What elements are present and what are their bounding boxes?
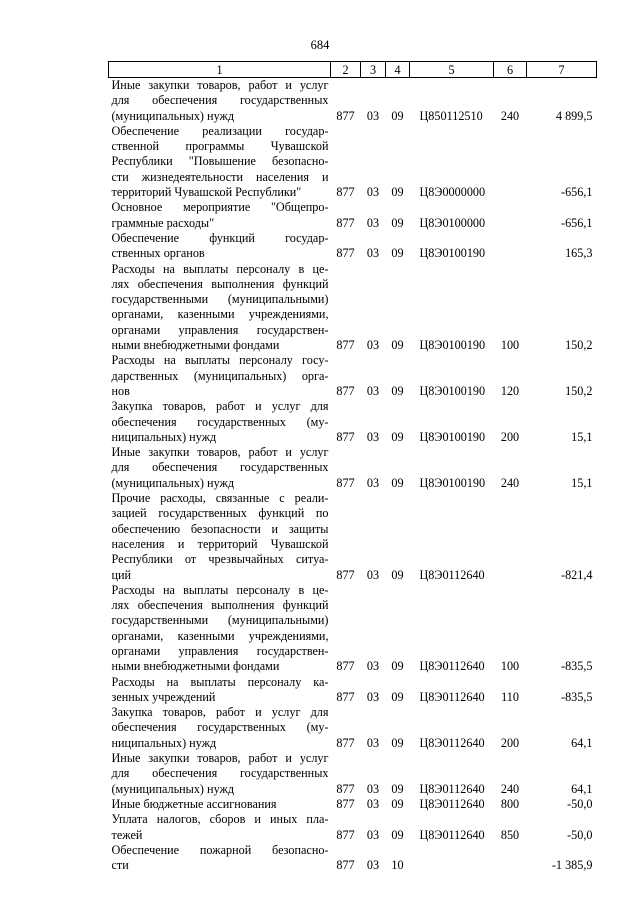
row-pr: 09: [391, 246, 404, 261]
row-name-line: ными внебюджетными фондами: [111, 659, 280, 674]
row-name-line: органами управления государствен-: [111, 643, 329, 658]
row-csr: Ц8Э0112640: [419, 827, 485, 842]
row-rz: 03: [366, 108, 380, 123]
row-sum: -835,5: [561, 689, 593, 704]
table-row: [109, 124, 597, 200]
row-rz: 03: [366, 338, 380, 353]
table-row: [109, 491, 597, 583]
row-name-line: ций: [111, 567, 132, 582]
row-csr: Ц8Э0112640: [419, 659, 485, 674]
row-name-line: Уплата налогов, сборов и иных пла-: [111, 812, 329, 827]
row-name-line: зацией государственных функций по: [111, 506, 329, 521]
row-name: [109, 583, 331, 675]
header-col-3: 3: [361, 62, 386, 78]
header-col-1: 1: [109, 62, 331, 78]
row-csr: Ц8Э0100000: [419, 215, 486, 230]
row-vr: 850: [500, 827, 520, 842]
row-vr: [494, 231, 527, 262]
table-row: [109, 675, 597, 706]
table-row: [109, 231, 597, 262]
row-sum: 150,2: [565, 383, 593, 398]
row-rz: 03: [366, 567, 380, 582]
row-gr: 877: [336, 858, 355, 873]
row-gr: 877: [336, 246, 355, 261]
row-sum: -50,0: [567, 796, 593, 811]
row-gr: 877: [336, 429, 355, 444]
row-pr: 09: [391, 659, 404, 674]
row-sum: 15,1: [571, 429, 593, 444]
row-rz: 03: [366, 689, 380, 704]
row-sum: -656,1: [561, 185, 593, 200]
row-name-line: Прочие расходы, связанные с реали-: [111, 491, 329, 506]
row-name-line: Расходы на выплаты персоналу ка-: [111, 674, 329, 689]
header-col-4: 4: [386, 62, 410, 78]
row-sum: -1 385,9: [551, 858, 593, 873]
row-vr: 100: [500, 338, 520, 353]
row-name-line: Республики "Повышение безопасно-: [111, 154, 329, 169]
row-pr: 09: [391, 338, 404, 353]
row-name: [109, 797, 331, 812]
header-col-5: 5: [410, 62, 494, 78]
table-row: [109, 583, 597, 675]
row-pr: 09: [391, 108, 404, 123]
row-name-line: органами, казенными учреждениями,: [111, 307, 329, 322]
header-col-7: 7: [527, 62, 597, 78]
row-pr: 09: [391, 475, 404, 490]
table-row: [109, 843, 597, 874]
table-row: [109, 445, 597, 491]
row-name-line: тежей: [111, 827, 143, 842]
table-row: [109, 797, 597, 812]
row-sum: 165,3: [565, 246, 593, 261]
row-gr: 877: [336, 796, 355, 811]
row-csr: Ц8Э0112640: [419, 781, 485, 796]
row-sum: 4 899,5: [555, 108, 593, 123]
row-csr: [410, 843, 494, 874]
row-name-line: Обеспечение реализации государ-: [111, 123, 329, 138]
row-rz: 03: [366, 429, 380, 444]
row-name-line: (муниципальных) нужд: [111, 108, 235, 123]
row-vr: 240: [500, 108, 520, 123]
row-name-line: (муниципальных) нужд: [111, 781, 235, 796]
row-rz: 03: [366, 827, 380, 842]
row-sum: 15,1: [571, 475, 593, 490]
row-gr: 877: [336, 827, 355, 842]
row-name-line: Закупка товаров, работ и услуг для: [111, 705, 329, 720]
row-sum: -656,1: [561, 215, 593, 230]
table-row: [109, 78, 597, 124]
row-rz: 03: [366, 735, 380, 750]
row-sum: -50,0: [567, 827, 593, 842]
row-name-line: государственными (муниципальными): [111, 613, 329, 628]
row-vr: 800: [500, 796, 520, 811]
row-name-line: Обеспечение функций государ-: [111, 230, 329, 245]
row-vr: 200: [500, 429, 520, 444]
row-name-line: Расходы на выплаты персоналу в це-: [111, 261, 329, 276]
row-csr: Ц8Э0100190: [419, 475, 486, 490]
row-name: [109, 445, 331, 491]
row-name-line: обеспечения государственных (му-: [111, 414, 329, 429]
table-row: [109, 353, 597, 399]
header-col-6: 6: [494, 62, 527, 78]
row-gr: 877: [336, 215, 355, 230]
row-name-line: нов: [111, 383, 130, 398]
row-gr: 877: [336, 781, 355, 796]
row-pr: 09: [391, 781, 404, 796]
row-rz: 03: [366, 858, 380, 873]
row-gr: 877: [336, 185, 355, 200]
row-name-line: Иные закупки товаров, работ и услуг: [111, 445, 329, 460]
row-name: [109, 353, 331, 399]
row-gr: 877: [336, 567, 355, 582]
row-gr: 877: [336, 689, 355, 704]
row-name-line: государственными (муниципальными): [111, 292, 329, 307]
row-sum: 150,2: [565, 338, 593, 353]
row-rz: 03: [366, 383, 380, 398]
row-pr: 09: [391, 429, 404, 444]
table-header-row: [109, 62, 597, 78]
row-name-line: обеспечению безопасности и защиты: [111, 521, 329, 536]
table-row: [109, 705, 597, 751]
row-csr: Ц8Э0112640: [419, 735, 485, 750]
row-rz: 03: [366, 215, 380, 230]
row-name-line: дарственных (муниципальных) орга-: [111, 368, 329, 383]
row-csr: Ц8Э0100190: [419, 246, 486, 261]
row-name-line: органами управления государствен-: [111, 322, 329, 337]
row-name-line: ственных органов: [111, 246, 205, 261]
row-name-line: ниципальных) нужд: [111, 735, 217, 750]
row-vr: [494, 124, 527, 200]
row-name: [109, 491, 331, 583]
table-row: [109, 812, 597, 843]
row-sum: -835,5: [561, 659, 593, 674]
row-name-line: Иные бюджетные ассигнования: [111, 796, 277, 811]
row-csr: Ц8Э0000000: [419, 185, 486, 200]
row-gr: 877: [336, 108, 355, 123]
table-row: [109, 751, 597, 797]
row-name-line: граммные расходы": [111, 215, 215, 230]
row-sum: -821,4: [561, 567, 593, 582]
row-gr: 877: [336, 735, 355, 750]
row-name: [109, 843, 331, 874]
row-name-line: Основное мероприятие "Общепро-: [111, 200, 329, 215]
row-sum: 64,1: [571, 735, 593, 750]
row-pr: 09: [391, 796, 404, 811]
row-gr: 877: [336, 659, 355, 674]
row-name-line: Республики от чрезвычайных ситуа-: [111, 552, 329, 567]
row-sum: 64,1: [571, 781, 593, 796]
row-name-line: населения и территорий Чувашской: [111, 536, 329, 551]
row-rz: 03: [366, 185, 380, 200]
row-vr: [494, 491, 527, 583]
row-gr: 877: [336, 338, 355, 353]
row-name: [109, 812, 331, 843]
header-col-2: 2: [331, 62, 361, 78]
row-pr: 09: [391, 567, 404, 582]
table-row: [109, 200, 597, 231]
row-vr: 240: [500, 475, 520, 490]
row-name: [109, 78, 331, 124]
row-csr: Ц8Э0112640: [419, 567, 485, 582]
row-vr: 110: [501, 689, 519, 704]
row-name-line: для обеспечения государственных: [111, 93, 329, 108]
row-name-line: (муниципальных) нужд: [111, 475, 235, 490]
budget-table: [108, 61, 597, 873]
row-name-line: обеспечения государственных (му-: [111, 720, 329, 735]
row-name-line: органами, казенными учреждениями,: [111, 628, 329, 643]
row-name-line: сти жизнедеятельности населения и: [111, 169, 329, 184]
row-csr: Ц8Э0100190: [419, 338, 486, 353]
row-vr: [494, 200, 527, 231]
row-vr: 240: [500, 781, 520, 796]
row-name: [109, 675, 331, 706]
row-pr: 09: [391, 185, 404, 200]
row-pr: 09: [391, 827, 404, 842]
row-name-line: Обеспечение пожарной безопасно-: [111, 842, 329, 857]
row-pr: 09: [391, 383, 404, 398]
table-row: [109, 399, 597, 445]
row-gr: 877: [336, 383, 355, 398]
row-pr: 10: [391, 858, 404, 873]
row-name: [109, 705, 331, 751]
row-gr: 877: [336, 475, 355, 490]
table-body: [109, 78, 597, 874]
row-rz: 03: [366, 796, 380, 811]
row-name-line: Закупка товаров, работ и услуг для: [111, 399, 329, 414]
row-rz: 03: [366, 659, 380, 674]
row-name-line: ными внебюджетными фондами: [111, 338, 280, 353]
row-vr: 120: [500, 383, 520, 398]
row-name: [109, 751, 331, 797]
row-name-line: Расходы на выплаты персоналу в це-: [111, 582, 329, 597]
row-name: [109, 124, 331, 200]
row-name-line: территорий Чувашской Республики": [111, 185, 302, 200]
row-name: [109, 200, 331, 231]
row-name-line: Иные закупки товаров, работ и услуг: [111, 751, 329, 766]
row-name-line: лях обеспечения выполнения функций: [111, 276, 329, 291]
row-name: [109, 399, 331, 445]
row-rz: 03: [366, 781, 380, 796]
row-vr: [494, 843, 527, 874]
row-name-line: зенных учреждений: [111, 689, 216, 704]
row-name-line: для обеспечения государственных: [111, 766, 329, 781]
row-vr: 200: [500, 735, 520, 750]
row-name-line: Расходы на выплаты персоналу госу-: [111, 353, 329, 368]
row-csr: Ц850112510: [419, 108, 483, 123]
row-csr: Ц8Э0100190: [419, 383, 486, 398]
row-csr: Ц8Э0112640: [419, 796, 485, 811]
row-name-line: ственной программы Чувашской: [111, 139, 329, 154]
row-rz: 03: [366, 475, 380, 490]
row-name-line: сти: [111, 858, 129, 873]
row-rz: 03: [366, 246, 380, 261]
row-pr: 09: [391, 735, 404, 750]
table-row: [109, 262, 597, 354]
row-name-line: ниципальных) нужд: [111, 429, 217, 444]
row-vr: 100: [500, 659, 520, 674]
page-number: 684: [310, 38, 330, 52]
row-pr: 09: [391, 215, 404, 230]
row-name-line: лях обеспечения выполнения функций: [111, 598, 329, 613]
row-name-line: Иные закупки товаров, работ и услуг: [111, 78, 329, 92]
row-name-line: для обеспечения государственных: [111, 460, 329, 475]
row-csr: Ц8Э0100190: [419, 429, 486, 444]
row-name: [109, 231, 331, 262]
row-pr: 09: [391, 689, 404, 704]
row-csr: Ц8Э0112640: [419, 689, 485, 704]
row-name: [109, 262, 331, 354]
